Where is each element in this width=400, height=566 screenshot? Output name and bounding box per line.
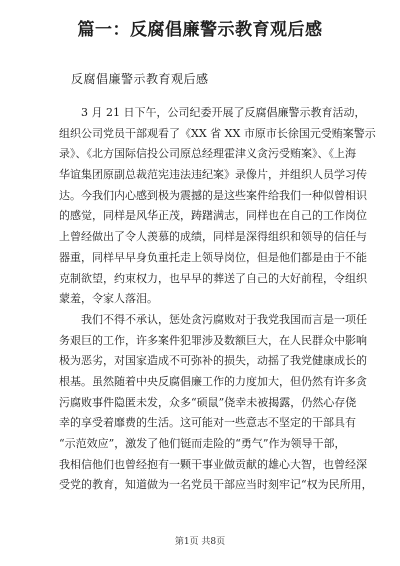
text-line: 录》、《北方国际信投公司原总经理霍津义贪污受贿案》、《上海 (59, 147, 356, 161)
text-line: 我相信他们也曾经抱有一颗干事业做贡献的雄心大智，也曾经深 (59, 457, 367, 471)
document-subtitle: 反腐倡廉警示教育观后感 (71, 72, 209, 86)
text-line: 克制欲望，约束权力，也早早的葬送了自己的大好前程，令组织 (59, 271, 367, 285)
text-line: 务艰巨的工作，许多案件犯罪涉及数额巨大，在人民群众中影响 (59, 333, 367, 347)
text-line: 污腐败事件隐匿未发，众多“硕鼠”侥幸未被揭露，仍然心存侥 (59, 395, 357, 409)
text-line: 受党的教育，知道做为一名党员干部应当时刻牢记“权为民所用， (59, 478, 373, 492)
text-line: 华谊集团原副总裁范宪违法违纪案》录像片，并组织人员学习传 (59, 168, 367, 182)
document-body (59, 103, 376, 496)
text-line: 达。今我们内心感到极为震撼的是这些案件给我们一种似曾相识 (59, 188, 367, 202)
text-line: 蒙羞，令家人落泪。 (59, 292, 158, 306)
paragraph-1 (59, 103, 376, 310)
text-line: 上曾经做出了令人羡慕的成绩，同样是深得组织和领导的信任与 (59, 230, 367, 244)
document-title: 篇一：反腐倡廉警示教育观后感 (77, 20, 323, 40)
text-line: 器重，同样早早身负重托走上领导岗位，但是他们都是由于不能 (59, 250, 367, 264)
page-number-footer: 第1页 共8页 (174, 537, 226, 547)
text-line: 极为恶劣，对国家造成不可弥补的损失，动摇了我党健康成长的 (59, 354, 367, 368)
text-line: “示范效应”，激发了他们铤而走险的“勇气”作为领导干部， (59, 437, 346, 450)
text-line: 我们不得不承认，惩处贪污腐败对于我党我国而言是一项任 (81, 312, 367, 326)
text-line: 根基。虽然随着中央反腐倡廉工作的力度加大，但仍然有许多贪 (59, 374, 367, 388)
text-line: 的感觉，同样是风华正茂，踌躇满志，同样也在自己的工作岗位 (59, 209, 367, 223)
text-line: 组织公司党员干部观看了《XX 省 XX 市原市长徐国元受贿案警示 (59, 126, 376, 140)
text-line: 3 月 21 日下午，公司纪委开展了反腐倡廉警示教育活动， (81, 106, 366, 119)
paragraph-2 (59, 310, 373, 496)
text-line: 幸的享受着靡费的生活。这可能对一些意志不坚定的干部具有 (59, 416, 356, 430)
